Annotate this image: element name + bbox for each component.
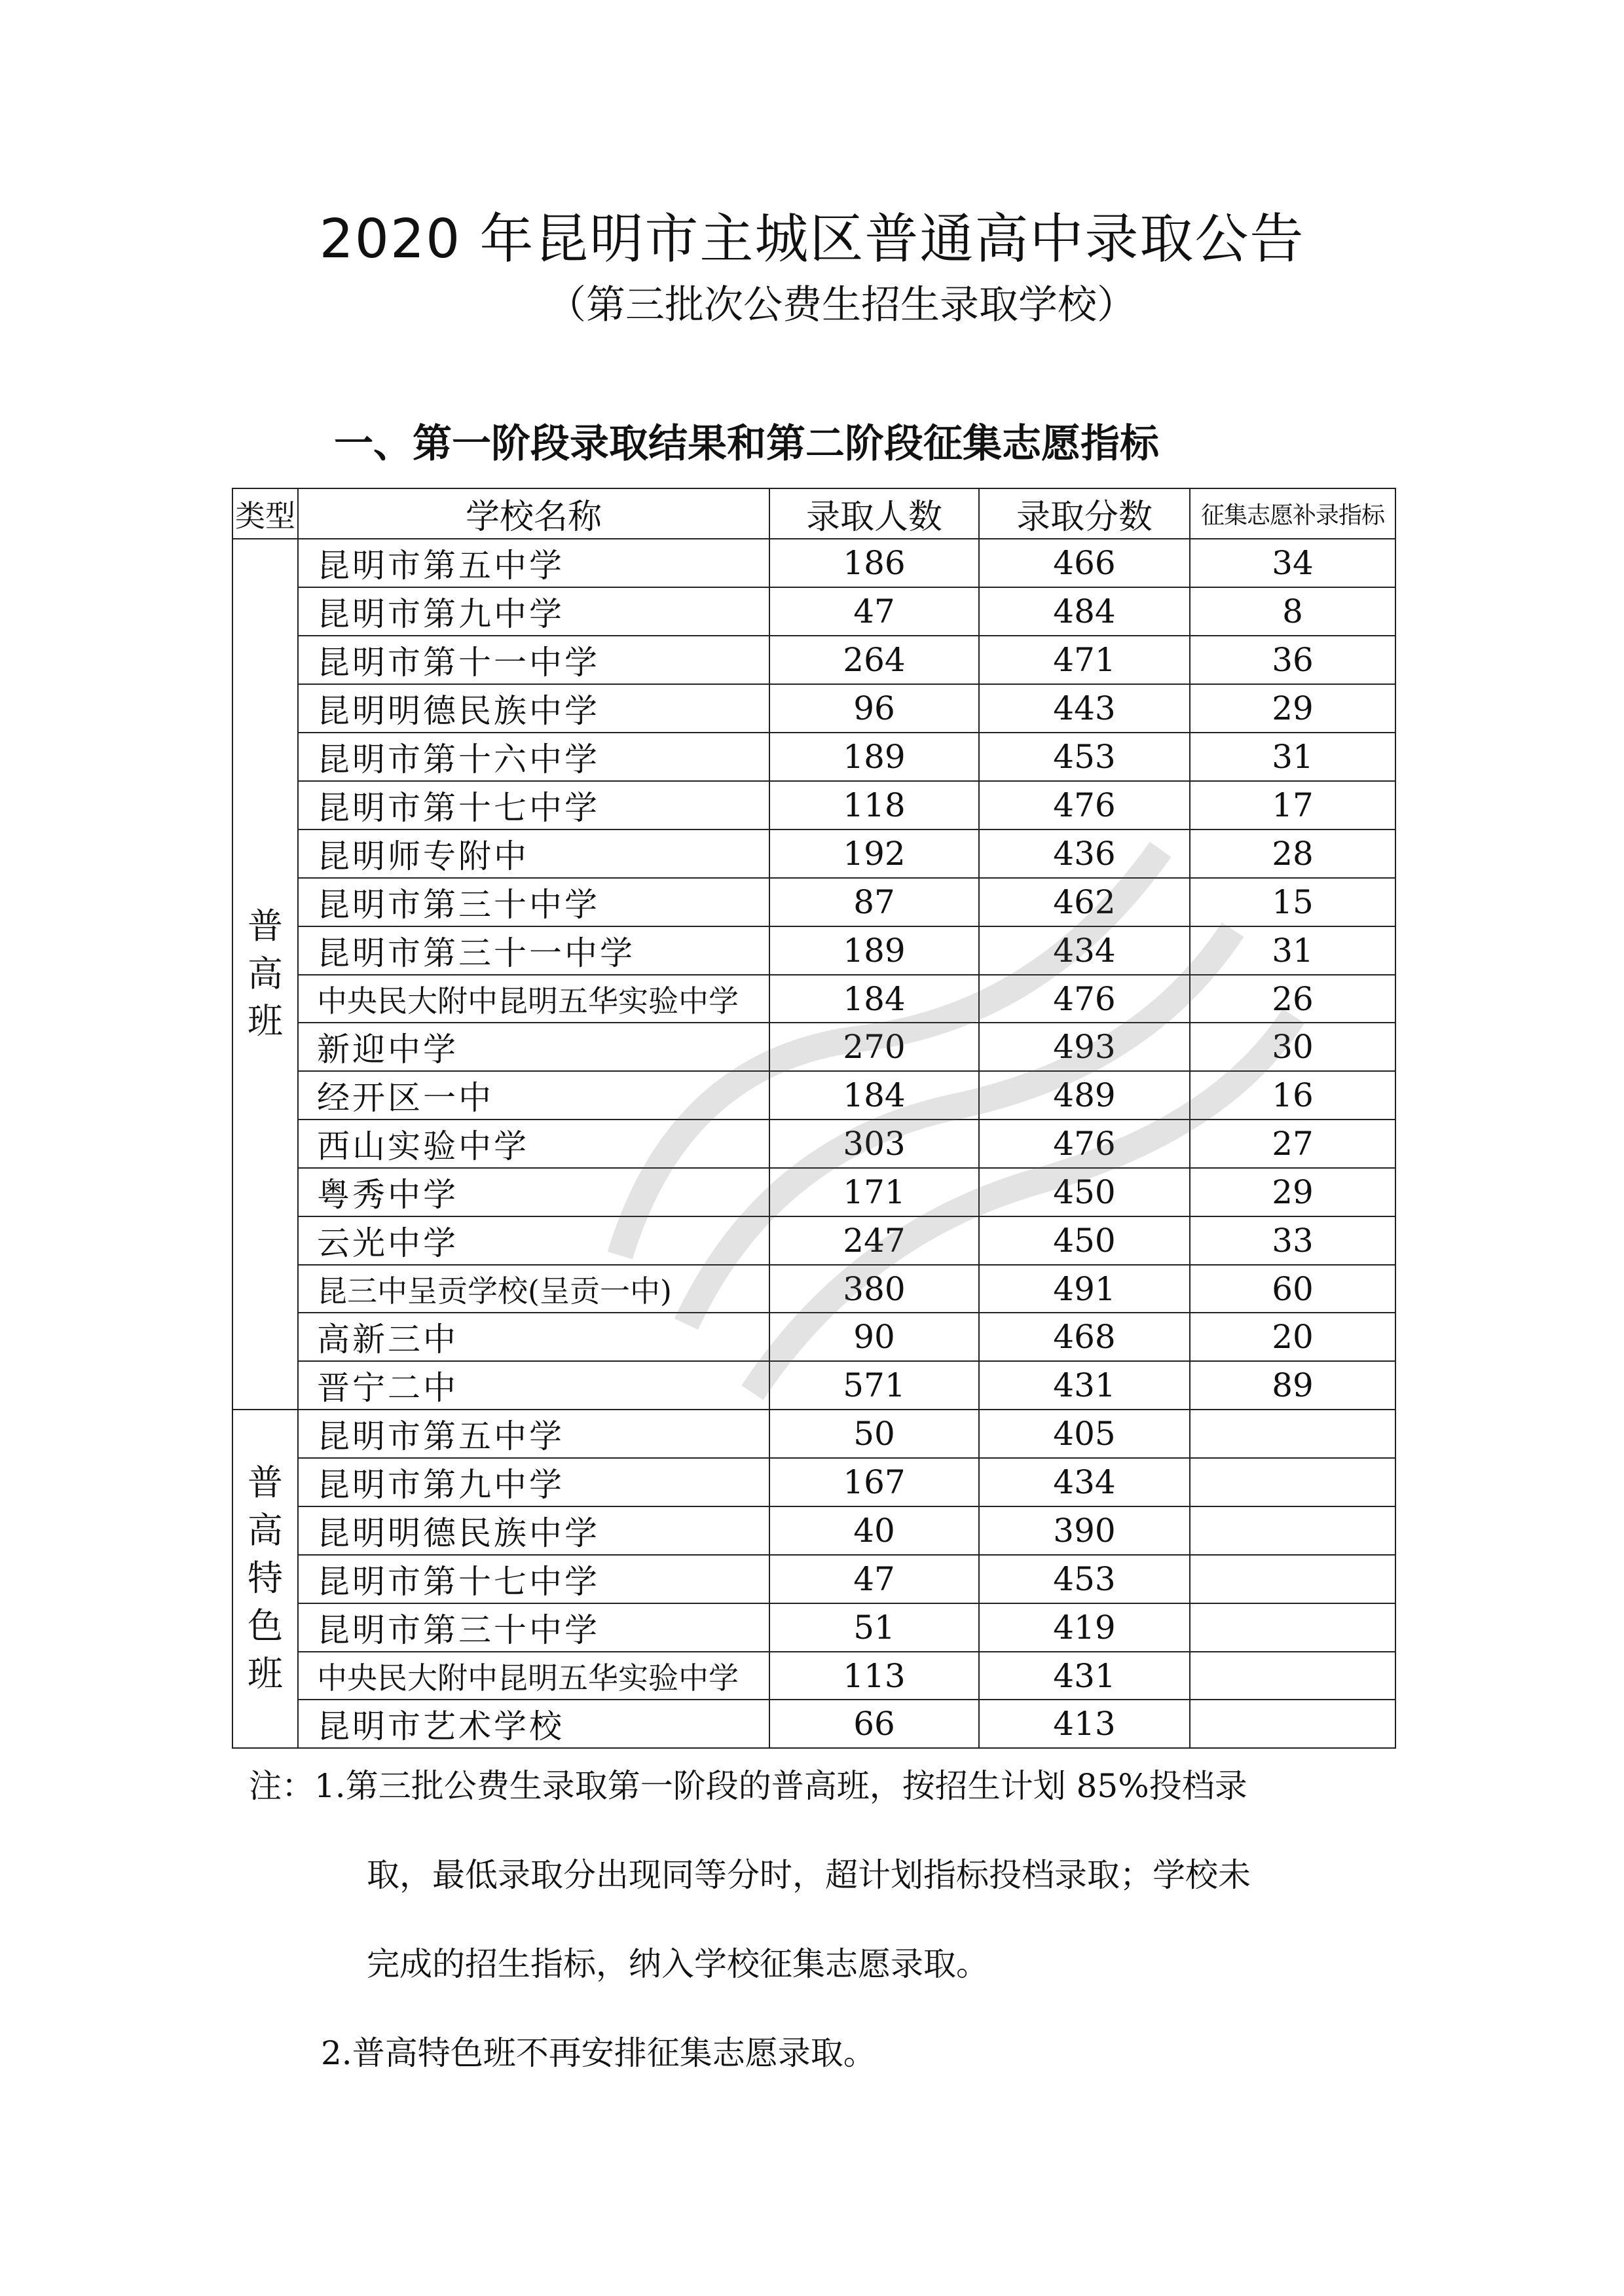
admit-score-cell: 413	[979, 1700, 1190, 1748]
admit-count-cell: 189	[769, 733, 979, 781]
school-name-cell: 昆明市第十六中学	[298, 733, 769, 781]
page-subtitle: （第三批次公费生招生录取学校）	[547, 282, 1136, 328]
school-name-cell: 昆明市第十七中学	[298, 781, 769, 829]
supplement-quota-cell: 15	[1190, 878, 1395, 926]
admit-score-cell: 476	[979, 1120, 1190, 1168]
school-name-cell: 西山实验中学	[298, 1120, 769, 1168]
notes	[249, 1741, 1401, 2098]
page-title: 2020 年昆明市主城区普通高中录取公告	[319, 208, 1305, 270]
admit-score-cell: 493	[979, 1023, 1190, 1071]
table-row	[232, 1506, 1395, 1555]
school-name-cell: 昆明市第九中学	[298, 1458, 769, 1506]
supplement-quota-cell: 36	[1190, 636, 1395, 684]
admit-score-cell: 462	[979, 878, 1190, 926]
admit-count-cell: 40	[769, 1506, 979, 1555]
admit-score-cell: 431	[979, 1652, 1190, 1700]
admit-score-cell: 491	[979, 1265, 1190, 1313]
note-line-1: 注：1.第三批公费生录取第一阶段的普高班，按招生计划 85%投档录	[249, 1767, 1247, 1805]
admit-score-cell: 453	[979, 733, 1190, 781]
school-name-cell: 高新三中	[298, 1313, 769, 1361]
school-name-cell: 昆三中呈贡学校(呈贡一中)	[298, 1265, 769, 1313]
table-row	[232, 733, 1395, 781]
admit-count-cell: 571	[769, 1361, 979, 1410]
admit-count-cell: 303	[769, 1120, 979, 1168]
section-title: 一、第一阶段录取结果和第二阶段征集志愿指标	[334, 421, 1159, 467]
table-row	[232, 1023, 1395, 1071]
school-name-cell: 昆明市第三十一中学	[298, 926, 769, 975]
supplement-quota-cell: 31	[1190, 733, 1395, 781]
table-row	[232, 587, 1395, 636]
admit-score-cell: 434	[979, 1458, 1190, 1506]
admit-count-cell: 90	[769, 1313, 979, 1361]
supplement-quota-cell: 89	[1190, 1361, 1395, 1410]
admit-score-cell: 390	[979, 1506, 1190, 1555]
school-name-cell: 昆明市第五中学	[298, 1410, 769, 1458]
supplement-quota-cell: 28	[1190, 829, 1395, 878]
supplement-quota-cell: 27	[1190, 1120, 1395, 1168]
header-admit-score: 录取分数	[979, 488, 1190, 539]
type-char: 高	[248, 1510, 283, 1552]
header-school-name: 学校名称	[298, 488, 769, 539]
table-row	[232, 1652, 1395, 1700]
type-char: 班	[248, 1000, 283, 1042]
school-name-cell: 晋宁二中	[298, 1361, 769, 1410]
admit-score-cell: 471	[979, 636, 1190, 684]
school-name-cell: 昆明市第十七中学	[298, 1555, 769, 1603]
admit-score-cell: 450	[979, 1168, 1190, 1216]
admit-count-cell: 186	[769, 539, 979, 587]
admit-score-cell: 476	[979, 781, 1190, 829]
supplement-quota-cell	[1190, 1700, 1395, 1748]
admit-score-cell: 419	[979, 1603, 1190, 1652]
type-char: 班	[248, 1652, 283, 1694]
admit-count-cell: 264	[769, 636, 979, 684]
admit-count-cell: 113	[769, 1652, 979, 1700]
school-name-cell: 粤秀中学	[298, 1168, 769, 1216]
table-row	[232, 829, 1395, 878]
admit-score-cell: 443	[979, 684, 1190, 733]
supplement-quota-cell	[1190, 1410, 1395, 1458]
supplement-quota-cell: 31	[1190, 926, 1395, 975]
school-name-cell: 中央民大附中昆明五华实验中学	[298, 1652, 769, 1700]
school-name-cell: 昆明明德民族中学	[298, 1506, 769, 1555]
table-row	[232, 684, 1395, 733]
admit-count-cell: 118	[769, 781, 979, 829]
table-row	[232, 1313, 1395, 1361]
admit-score-cell: 484	[979, 587, 1190, 636]
school-name-cell: 昆明市第三十中学	[298, 1603, 769, 1652]
table-row	[232, 1168, 1395, 1216]
supplement-quota-cell: 29	[1190, 684, 1395, 733]
supplement-quota-cell	[1190, 1555, 1395, 1603]
admit-score-cell: 405	[979, 1410, 1190, 1458]
admit-count-cell: 171	[769, 1168, 979, 1216]
admit-count-cell: 247	[769, 1216, 979, 1265]
school-name-cell: 昆明市第五中学	[298, 539, 769, 587]
school-name-cell: 经开区一中	[298, 1071, 769, 1120]
table-row	[232, 975, 1395, 1023]
supplement-quota-cell: 8	[1190, 587, 1395, 636]
type-cell	[232, 1410, 298, 1748]
table-row	[232, 1120, 1395, 1168]
supplement-quota-cell: 34	[1190, 539, 1395, 587]
admit-score-cell: 489	[979, 1071, 1190, 1120]
type-char: 普	[248, 905, 283, 947]
note-line-3: 完成的招生指标，纳入学校征集志愿录取。	[367, 1945, 989, 1983]
school-name-cell: 昆明市第九中学	[298, 587, 769, 636]
type-char: 色	[248, 1605, 283, 1647]
header-admit-count: 录取人数	[769, 488, 979, 539]
table-row	[232, 926, 1395, 975]
school-name-cell: 昆明市第十一中学	[298, 636, 769, 684]
admit-score-cell: 476	[979, 975, 1190, 1023]
supplement-quota-cell	[1190, 1506, 1395, 1555]
table-row	[232, 878, 1395, 926]
admit-count-cell: 192	[769, 829, 979, 878]
supplement-quota-cell: 29	[1190, 1168, 1395, 1216]
admit-count-cell: 189	[769, 926, 979, 975]
supplement-quota-cell: 26	[1190, 975, 1395, 1023]
admit-score-cell: 431	[979, 1361, 1190, 1410]
type-char: 特	[248, 1558, 283, 1599]
school-name-cell: 昆明明德民族中学	[298, 684, 769, 733]
admit-count-cell: 87	[769, 878, 979, 926]
school-name-cell: 昆明市艺术学校	[298, 1700, 769, 1748]
admit-score-cell: 468	[979, 1313, 1190, 1361]
admit-count-cell: 47	[769, 1555, 979, 1603]
admit-count-cell: 50	[769, 1410, 979, 1458]
supplement-quota-cell: 16	[1190, 1071, 1395, 1120]
table-header-row	[232, 488, 1395, 539]
supplement-quota-cell: 30	[1190, 1023, 1395, 1071]
table-row	[232, 1458, 1395, 1506]
admit-score-cell: 466	[979, 539, 1190, 587]
table-row	[232, 781, 1395, 829]
table-row	[232, 539, 1395, 587]
admit-count-cell: 184	[769, 1071, 979, 1120]
type-char: 高	[248, 953, 283, 994]
supplement-quota-cell	[1190, 1652, 1395, 1700]
supplement-quota-cell: 60	[1190, 1265, 1395, 1313]
supplement-quota-cell: 20	[1190, 1313, 1395, 1361]
header-type: 类型	[232, 488, 298, 539]
admit-count-cell: 51	[769, 1603, 979, 1652]
note-line-4: 2.普高特色班不再安排征集志愿录取。	[321, 2034, 876, 2072]
table-row	[232, 1361, 1395, 1410]
type-char: 普	[248, 1462, 283, 1504]
school-name-cell: 新迎中学	[298, 1023, 769, 1071]
admit-score-cell: 450	[979, 1216, 1190, 1265]
table-row	[232, 1555, 1395, 1603]
admission-table	[232, 488, 1396, 1749]
admit-count-cell: 47	[769, 587, 979, 636]
school-name-cell: 昆明师专附中	[298, 829, 769, 878]
school-name-cell: 中央民大附中昆明五华实验中学	[298, 975, 769, 1023]
admit-count-cell: 96	[769, 684, 979, 733]
supplement-quota-cell	[1190, 1458, 1395, 1506]
school-name-cell: 云光中学	[298, 1216, 769, 1265]
supplement-quota-cell	[1190, 1603, 1395, 1652]
admit-score-cell: 453	[979, 1555, 1190, 1603]
school-name-cell: 昆明市第三十中学	[298, 878, 769, 926]
table-row	[232, 1603, 1395, 1652]
table-row	[232, 1216, 1395, 1265]
admit-count-cell: 184	[769, 975, 979, 1023]
supplement-quota-cell: 17	[1190, 781, 1395, 829]
header-supplement-quota: 征集志愿补录指标	[1190, 488, 1395, 539]
admit-count-cell: 270	[769, 1023, 979, 1071]
table-row	[232, 1700, 1395, 1748]
admit-count-cell: 66	[769, 1700, 979, 1748]
admit-count-cell: 167	[769, 1458, 979, 1506]
table-row	[232, 1071, 1395, 1120]
admit-score-cell: 436	[979, 829, 1190, 878]
table-row	[232, 636, 1395, 684]
admit-score-cell: 434	[979, 926, 1190, 975]
table-row	[232, 1410, 1395, 1458]
table-row	[232, 1265, 1395, 1313]
type-cell	[232, 539, 298, 1410]
supplement-quota-cell: 33	[1190, 1216, 1395, 1265]
note-line-2: 取，最低录取分出现同等分时，超计划指标投档录取；学校未	[367, 1856, 1251, 1894]
admit-count-cell: 380	[769, 1265, 979, 1313]
